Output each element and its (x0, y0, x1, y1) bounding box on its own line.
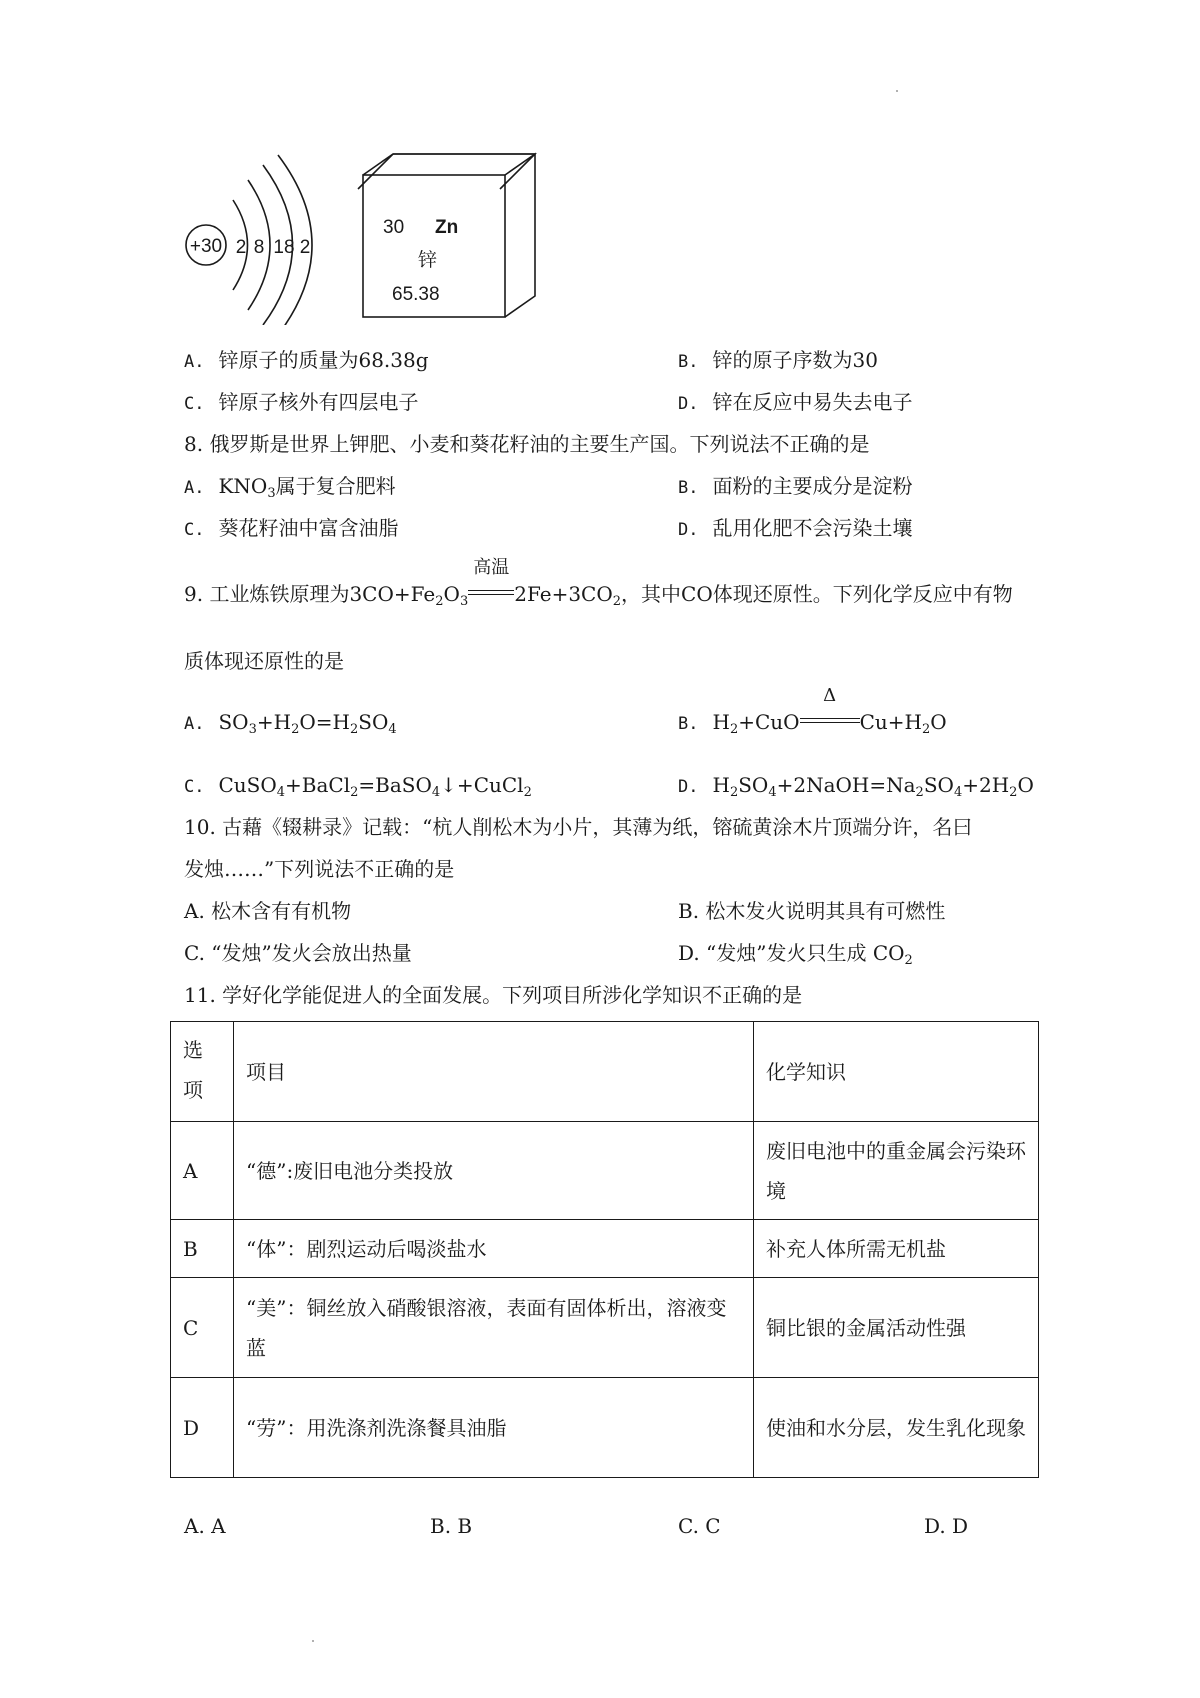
equation-products: $Cu+H_2O$ (859, 710, 947, 737)
table-row (171, 1220, 1039, 1278)
header-knowledge: 化学知识 (754, 1022, 1039, 1122)
option-text: 锌的原子序数为30 (712, 348, 878, 372)
equals-sign (800, 718, 860, 723)
q9-option-b (678, 685, 947, 738)
equation-reactants: $H_2+CuO$ (712, 710, 800, 737)
equation-reactants: $3CO+Fe_2O_3$ (349, 582, 469, 609)
scan-dot (896, 90, 898, 92)
option-letter: A. (184, 714, 205, 734)
equals-sign (468, 590, 514, 595)
q7-option-b (678, 346, 878, 376)
reaction-condition (468, 557, 514, 608)
header-item: 项目 (234, 1022, 754, 1122)
option-text: 锌在反应中易失去电子 (712, 390, 913, 414)
table-header-row (171, 1022, 1039, 1122)
row-item: “体”：剧烈运动后喝淡盐水 (234, 1220, 754, 1278)
q10-option-b: B. 松木发火说明其具有可燃性 (678, 899, 946, 923)
q8-option-d (678, 514, 912, 544)
option-text: 葵花籽油中富含油脂 (218, 516, 399, 540)
reaction-condition (800, 685, 860, 736)
atom-structure-diagram (186, 155, 312, 325)
q7-option-c (184, 388, 418, 418)
q10-option-c: C. “发烛”发火会放出热量 (184, 941, 412, 965)
row-knowledge: 废旧电池中的重金属会污染环境 (754, 1122, 1039, 1220)
row-option: A (171, 1122, 234, 1220)
option-letter: C. (184, 520, 205, 540)
equation-products: $2Fe+3CO_2$ (514, 582, 622, 609)
q9-option-c (184, 771, 532, 801)
q9-option-a (184, 708, 397, 738)
option-letter: D. (678, 394, 699, 414)
option-text: 面粉的主要成分是淀粉 (712, 474, 913, 498)
q10-stem-line2: 发烛……”下列说法不正确的是 (184, 857, 455, 881)
atomic-number: 30 (383, 217, 405, 238)
option-letter: D. (678, 520, 699, 540)
periodic-table-cell (358, 154, 535, 317)
cell-top-edge (363, 154, 393, 175)
header-option: 选项 (171, 1022, 234, 1122)
knowledge-table (170, 1021, 1039, 1478)
shell-electron-count: 2 (235, 237, 247, 258)
condition-label: 高温 (473, 557, 510, 578)
row-item: “美”：铜丝放入硝酸银溶液，表面有固体析出，溶液变蓝 (234, 1278, 754, 1378)
q9-option-d (678, 771, 1034, 801)
q7-option-a (184, 346, 429, 376)
element-symbol: Zn (435, 217, 459, 238)
q11-answer-b: B. B (430, 1514, 473, 1538)
table-row (171, 1378, 1039, 1478)
formula-kno3: $KNO_3$ (218, 474, 276, 501)
row-item: “劳”：用洗涤剂洗涤餐具油脂 (234, 1378, 754, 1478)
row-option: C (171, 1278, 234, 1378)
q11-answer-a: A. A (184, 1514, 226, 1538)
row-knowledge: 使油和水分层，发生乳化现象 (754, 1378, 1039, 1478)
shell-electron-count: 2 (299, 237, 311, 258)
q9-tail: ，其中CO体现还原性。下列化学反应中有物 (621, 582, 1013, 606)
nucleus-charge: +30 (189, 236, 223, 257)
row-option: B (171, 1220, 234, 1278)
q8-stem: 8. 俄罗斯是世界上钾肥、小麦和葵花籽油的主要生产国。下列说法不正确的是 (184, 432, 870, 456)
q9-stem-line1 (184, 557, 1013, 609)
atomic-mass: 65.38 (392, 284, 440, 305)
option-text: D. “发烛”发火只生成 CO (678, 941, 905, 965)
equation: $H_2SO_4+2NaOH=Na_2SO_4+2H_2O$ (712, 773, 1034, 800)
q7-option-d (678, 388, 912, 418)
option-letter: D. (678, 777, 699, 797)
equation: $SO_3+H_2O=H_2SO_4$ (218, 710, 397, 737)
row-option: D (171, 1378, 234, 1478)
shell-electron-count: 8 (253, 237, 265, 258)
row-knowledge: 铜比银的金属活动性强 (754, 1278, 1039, 1378)
table-row (171, 1278, 1039, 1378)
option-letter: B. (678, 714, 699, 734)
option-letter: C. (184, 777, 205, 797)
option-letter: A. (184, 352, 205, 372)
zinc-figure (180, 150, 540, 325)
q8-option-a (184, 472, 396, 502)
element-name: 锌 (418, 249, 438, 271)
option-letter: B. (678, 352, 699, 372)
q9-lead: 9. 工业炼铁原理为 (184, 582, 350, 606)
subscript-2: 2 (904, 953, 913, 968)
option-text: 锌原子核外有四层电子 (218, 390, 419, 414)
q8-option-b (678, 472, 912, 502)
shell-electron-count: 18 (273, 237, 295, 258)
q11-answer-c: C. C (678, 1514, 721, 1538)
row-item: “德”:废旧电池分类投放 (234, 1122, 754, 1220)
equation: CuSO$_4$+BaCl$_2$=BaSO$_4$↓+CuCl$_2$ (218, 773, 532, 800)
table-row (171, 1122, 1039, 1220)
q9-stem-line2: 质体现还原性的是 (184, 649, 344, 673)
q11-stem: 11. 学好化学能促进人的全面发展。下列项目所涉化学知识不正确的是 (184, 983, 803, 1007)
scan-dot (312, 1640, 314, 1642)
option-letter: A. (184, 478, 205, 498)
option-letter: C. (184, 394, 205, 414)
q11-answer-d: D. D (924, 1514, 969, 1538)
condition-label: Δ (823, 685, 837, 706)
row-knowledge: 补充人体所需无机盐 (754, 1220, 1039, 1278)
q8-option-c (184, 514, 398, 544)
option-text: 乱用化肥不会污染土壤 (712, 516, 913, 540)
q10-option-d (678, 939, 913, 967)
option-text: 属于复合肥料 (275, 474, 396, 498)
option-text: 锌原子的质量为68.38g (218, 348, 429, 372)
q10-option-a: A. 松木含有有机物 (184, 899, 352, 923)
option-letter: B. (678, 478, 699, 498)
q10-stem-line1: 10. 古藉《辍耕录》记载：“杭人削松木为小片，其薄为纸，镕硫黄涂木片顶端分许，名曰 (184, 815, 973, 839)
